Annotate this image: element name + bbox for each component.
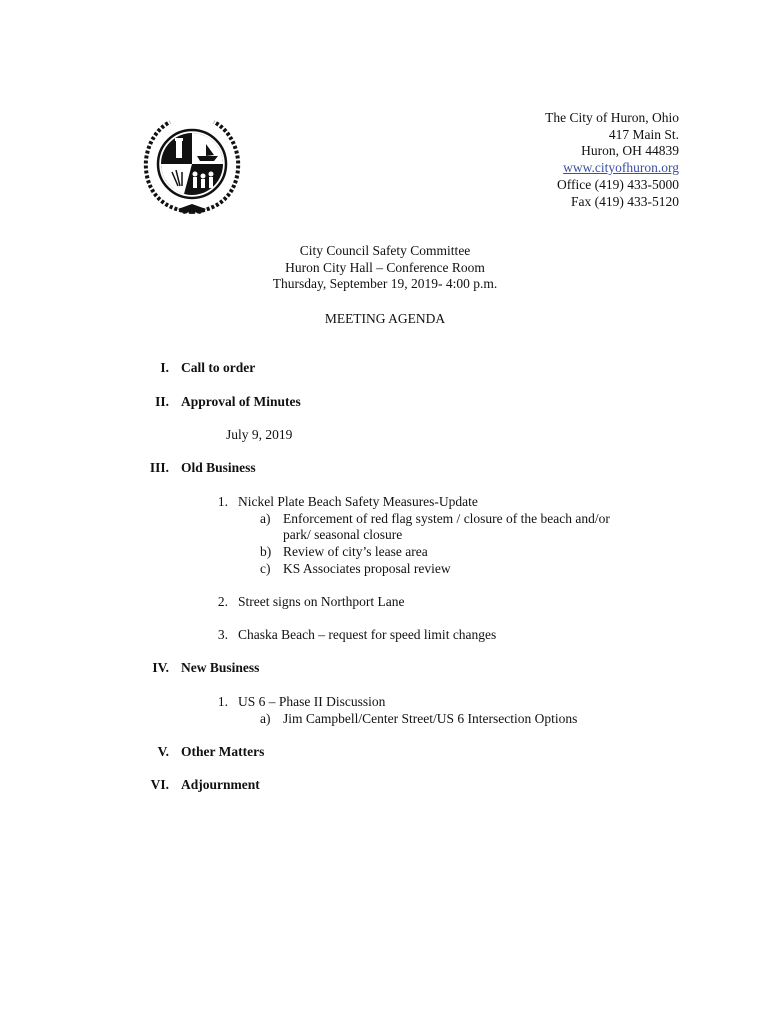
new-item-1a-letter: a) xyxy=(260,711,271,726)
new-item-1-number: 1. xyxy=(217,694,228,709)
city-state-zip: Huron, OH 44839 xyxy=(581,143,679,159)
section-number: II. xyxy=(155,394,169,409)
city-seal-logo xyxy=(140,116,244,216)
agenda-title: MEETING AGENDA xyxy=(324,311,446,326)
old-item-1a-text: Enforcement of red flag system / closure of the beach and/or xyxy=(283,511,610,526)
old-item-2-number: 2. xyxy=(217,594,228,609)
website-link[interactable]: www.cityofhuron.org xyxy=(563,160,679,176)
fax-number: Fax (419) 433-5120 xyxy=(571,193,679,209)
old-item-1-number: 1. xyxy=(217,494,228,509)
old-item-1c-text: KS Associates proposal review xyxy=(283,561,451,576)
office-phone: Office (419) 433-5000 xyxy=(557,176,679,192)
section-number: IV. xyxy=(152,660,169,675)
address-block xyxy=(545,110,679,210)
old-item-1b-text: Review of city’s lease area xyxy=(283,544,428,559)
section-number: VI. xyxy=(150,777,169,792)
old-item-1c-letter: c) xyxy=(260,561,271,576)
meeting-datetime: Thursday, September 19, 2019- 4:00 p.m. xyxy=(272,276,498,292)
section-number: I. xyxy=(160,360,169,375)
section-number: V. xyxy=(157,744,169,759)
old-item-1a-text-cont: park/ seasonal closure xyxy=(283,527,403,542)
minutes-date: July 9, 2019 xyxy=(226,427,293,442)
section-label: Other Matters xyxy=(181,744,265,759)
old-item-3-number: 3. xyxy=(217,627,228,642)
city-name: The City of Huron, Ohio xyxy=(545,110,679,125)
old-item-2-text: Street signs on Northport Lane xyxy=(238,594,405,609)
old-item-3-text: Chaska Beach – request for speed limit changes xyxy=(238,627,497,642)
new-item-1a-text: Jim Campbell/Center Street/US 6 Intersection Options xyxy=(283,711,578,726)
old-item-1-text: Nickel Plate Beach Safety Measures-Update xyxy=(238,494,478,509)
section-label: Call to order xyxy=(181,360,256,375)
old-item-1a-letter: a) xyxy=(260,511,271,526)
old-item-1b-letter: b) xyxy=(260,544,272,559)
section-label: Adjournment xyxy=(181,777,260,792)
section-number: III. xyxy=(149,460,169,475)
section-label: New Business xyxy=(181,660,260,675)
section-label: Approval of Minutes xyxy=(181,394,301,409)
meeting-location: Huron City Hall – Conference Room xyxy=(285,259,485,275)
street-address: 417 Main St. xyxy=(608,126,679,142)
new-item-1-text: US 6 – Phase II Discussion xyxy=(238,694,386,709)
committee-name: City Council Safety Committee xyxy=(299,243,471,258)
section-label: Old Business xyxy=(181,460,256,475)
meeting-info xyxy=(0,243,770,293)
